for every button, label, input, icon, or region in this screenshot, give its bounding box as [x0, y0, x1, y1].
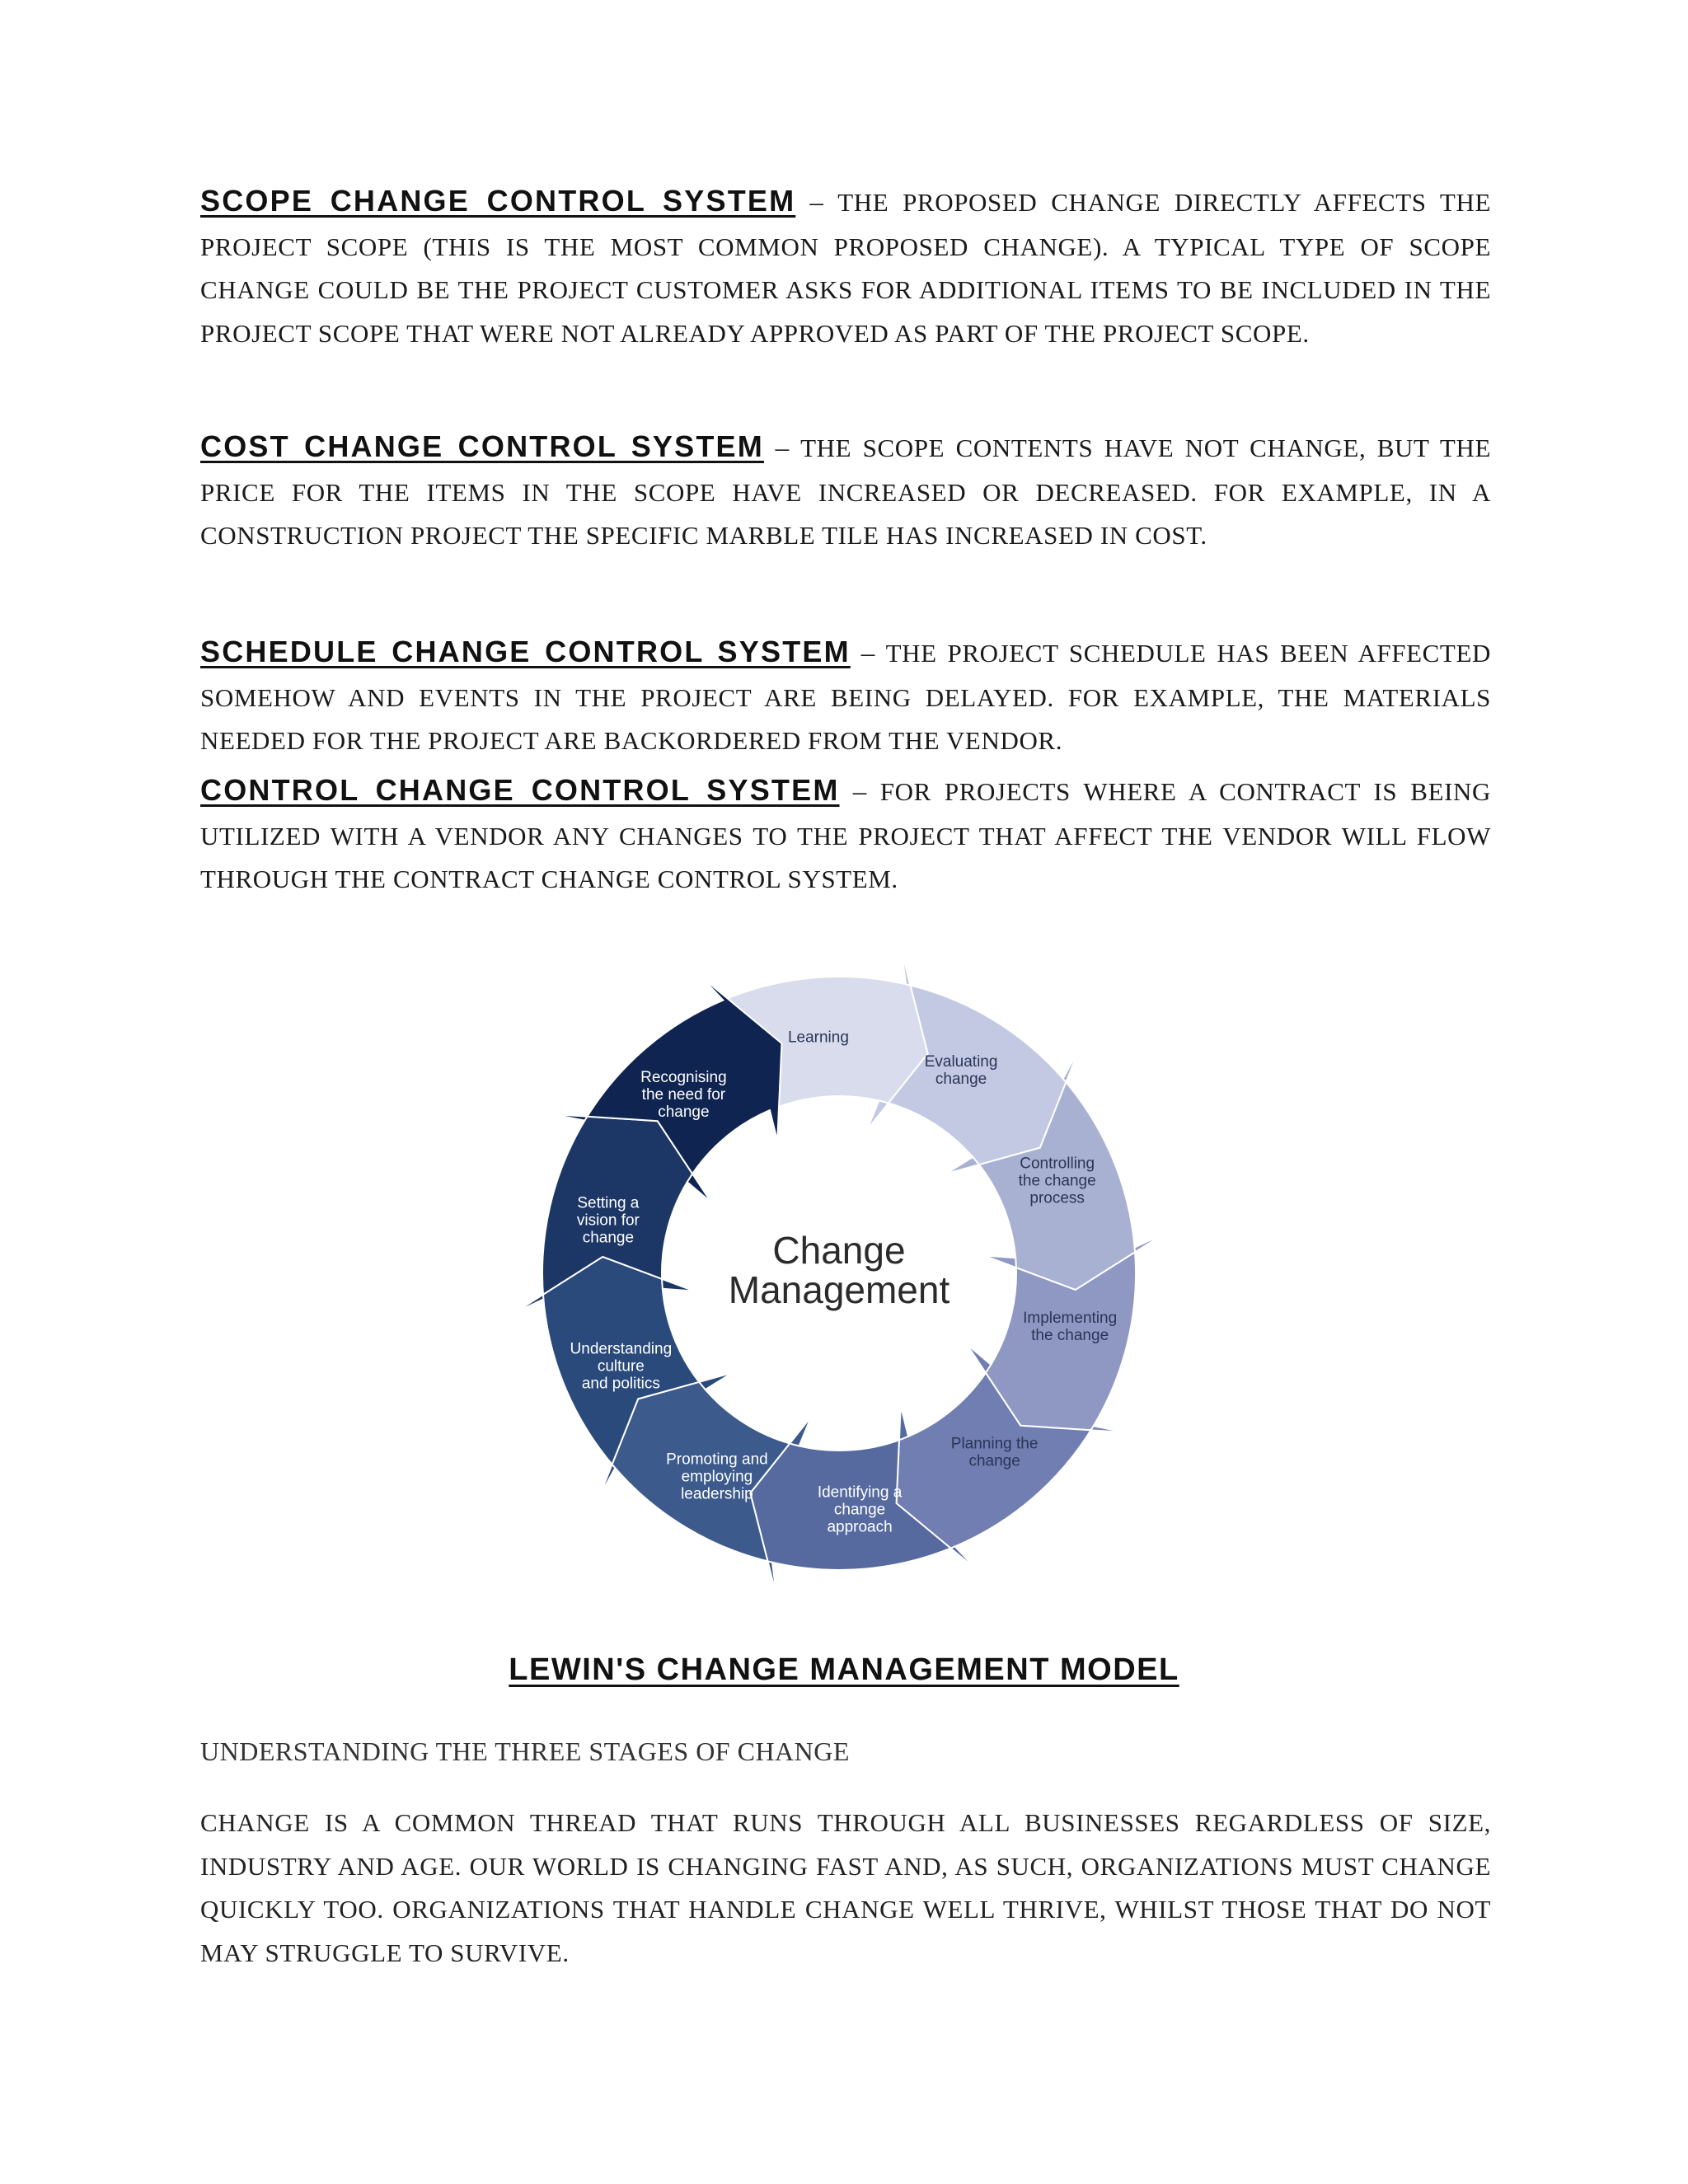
- change-management-cycle-diagram: [485, 927, 1203, 1610]
- cost-change-paragraph: [200, 425, 1491, 557]
- schedule-change-paragraph: [200, 630, 1491, 762]
- dash: –: [763, 434, 801, 463]
- diagram-center-title-line2: Management: [728, 1268, 950, 1311]
- cycle-segment-label: [666, 1451, 768, 1502]
- section-subtitle: UNDERSTANDING THE THREE STAGES OF CHANGE: [200, 1736, 850, 1766]
- cycle-segment-label: [788, 1029, 849, 1047]
- cycle-segment-label-line: employing: [681, 1468, 753, 1486]
- cycle-segment-label-line: Setting a: [577, 1194, 640, 1212]
- cost-change-text: THE SCOPE CONTENTS HAVE NOT CHANGE, BUT THE PRICE FOR THE ITEMS IN THE SCOPE HAVE INCREASED OR DECREASED. FOR EXAMPLE, IN A CONSTRUCTION PROJECT THE SPECIFIC MARBLE TILE HAS INCREASED IN COST.: [200, 434, 1491, 550]
- cycle-segment-label-line: the change: [1018, 1172, 1096, 1190]
- cycle-segment-label: [577, 1194, 640, 1246]
- scope-change-heading: SCOPE CHANGE CONTROL SYSTEM: [200, 184, 796, 218]
- control-change-heading: CONTROL CHANGE CONTROL SYSTEM: [200, 773, 840, 807]
- cycle-segment-label-line: Identifying a: [817, 1483, 903, 1502]
- cycle-segment-label-line: change: [833, 1501, 886, 1519]
- cycle-segment-label-line: Understanding: [570, 1340, 673, 1358]
- closing-paragraph: [200, 1801, 1491, 1974]
- dash: –: [850, 639, 886, 668]
- cycle-segment-label-line: process: [1029, 1189, 1085, 1207]
- scope-change-paragraph: [200, 180, 1491, 354]
- cycle-segment-label-line: leadership: [681, 1485, 753, 1503]
- dash: –: [839, 777, 880, 807]
- cycle-segment-label-line: change: [968, 1452, 1020, 1470]
- cycle-segment-label: [925, 1053, 998, 1088]
- cycle-segment-label-line: Learning: [787, 1029, 849, 1047]
- cycle-segment-label-line: Controlling: [1020, 1155, 1095, 1173]
- cycle-segment-label: [1023, 1310, 1117, 1344]
- cycle-segment-label: [1019, 1155, 1096, 1207]
- cycle-segment-label-line: and politics: [581, 1375, 660, 1393]
- section-title: LEWIN'S CHANGE MANAGEMENT MODEL: [509, 1652, 1179, 1687]
- cycle-segment-label-line: Promoting and: [666, 1451, 768, 1469]
- closing-text: CHANGE IS A COMMON THREAD THAT RUNS THROUGH ALL BUSINESSES REGARDLESS OF SIZE, INDUSTRY AND AGE. OUR WORLD IS CHANGING FAST AND, AS SUCH, ORGANIZATIONS MUST CHANGE QUICKLY TOO. ORGANIZATIONS THAT HANDLE CHANGE WELL THRIVE, WHILST THOSE THAT DO NOT MAY STRUGGLE TO SURVIVE.: [200, 1808, 1491, 1967]
- cycle-segment-label-line: change: [658, 1104, 710, 1122]
- cycle-segment-label-line: change: [582, 1229, 635, 1247]
- diagram-center-title-line1: Change: [772, 1229, 906, 1272]
- cost-change-heading: COST CHANGE CONTROL SYSTEM: [200, 429, 764, 463]
- control-change-text: FOR PROJECTS WHERE A CONTRACT IS BEING UTILIZED WITH A VENDOR ANY CHANGES TO THE PROJECT THAT AFFECT THE VENDOR WILL FLOW THROUGH THE CONTRACT CHANGE CONTROL SYSTEM.: [200, 777, 1491, 893]
- schedule-change-text: THE PROJECT SCHEDULE HAS BEEN AFFECTED SOMEHOW AND EVENTS IN THE PROJECT ARE BEING DELAYED. FOR EXAMPLE, THE MATERIALS NEEDED FOR THE PROJECT ARE BACKORDERED FROM THE VENDOR.: [200, 639, 1491, 755]
- cycle-segment-label-line: Planning the: [950, 1435, 1039, 1453]
- schedule-change-heading: SCHEDULE CHANGE CONTROL SYSTEM: [200, 635, 851, 668]
- dash: –: [795, 188, 838, 218]
- cycle-segment-label-line: Evaluating: [924, 1053, 998, 1071]
- cycle-segment-label-line: culture: [597, 1357, 645, 1376]
- cycle-segment-label-line: change: [935, 1071, 987, 1089]
- cycle-segment-label-line: vision for: [576, 1212, 640, 1230]
- cycle-segment-label-line: the change: [1031, 1327, 1109, 1345]
- control-change-paragraph: [200, 769, 1491, 901]
- cycle-segment-label-line: Recognising: [640, 1069, 727, 1087]
- cycle-segment-label-line: the need for: [641, 1086, 726, 1104]
- cycle-segment-label-line: approach: [827, 1518, 893, 1536]
- scope-change-text: THE PROPOSED CHANGE DIRECTLY AFFECTS THE PROJECT SCOPE (THIS IS THE MOST COMMON PROPOSED CHANGE). A TYPICAL TYPE OF SCOPE CHANGE COULD BE THE PROJECT CUSTOMER ASKS FOR ADDITIONAL ITEMS TO BE INCLUDED IN THE PROJECT SCOPE THAT WERE NOT ALREADY APPROVED AS PART OF THE PROJECT SCOPE.: [200, 188, 1491, 348]
- cycle-segment-label-line: Implementing: [1023, 1310, 1118, 1328]
